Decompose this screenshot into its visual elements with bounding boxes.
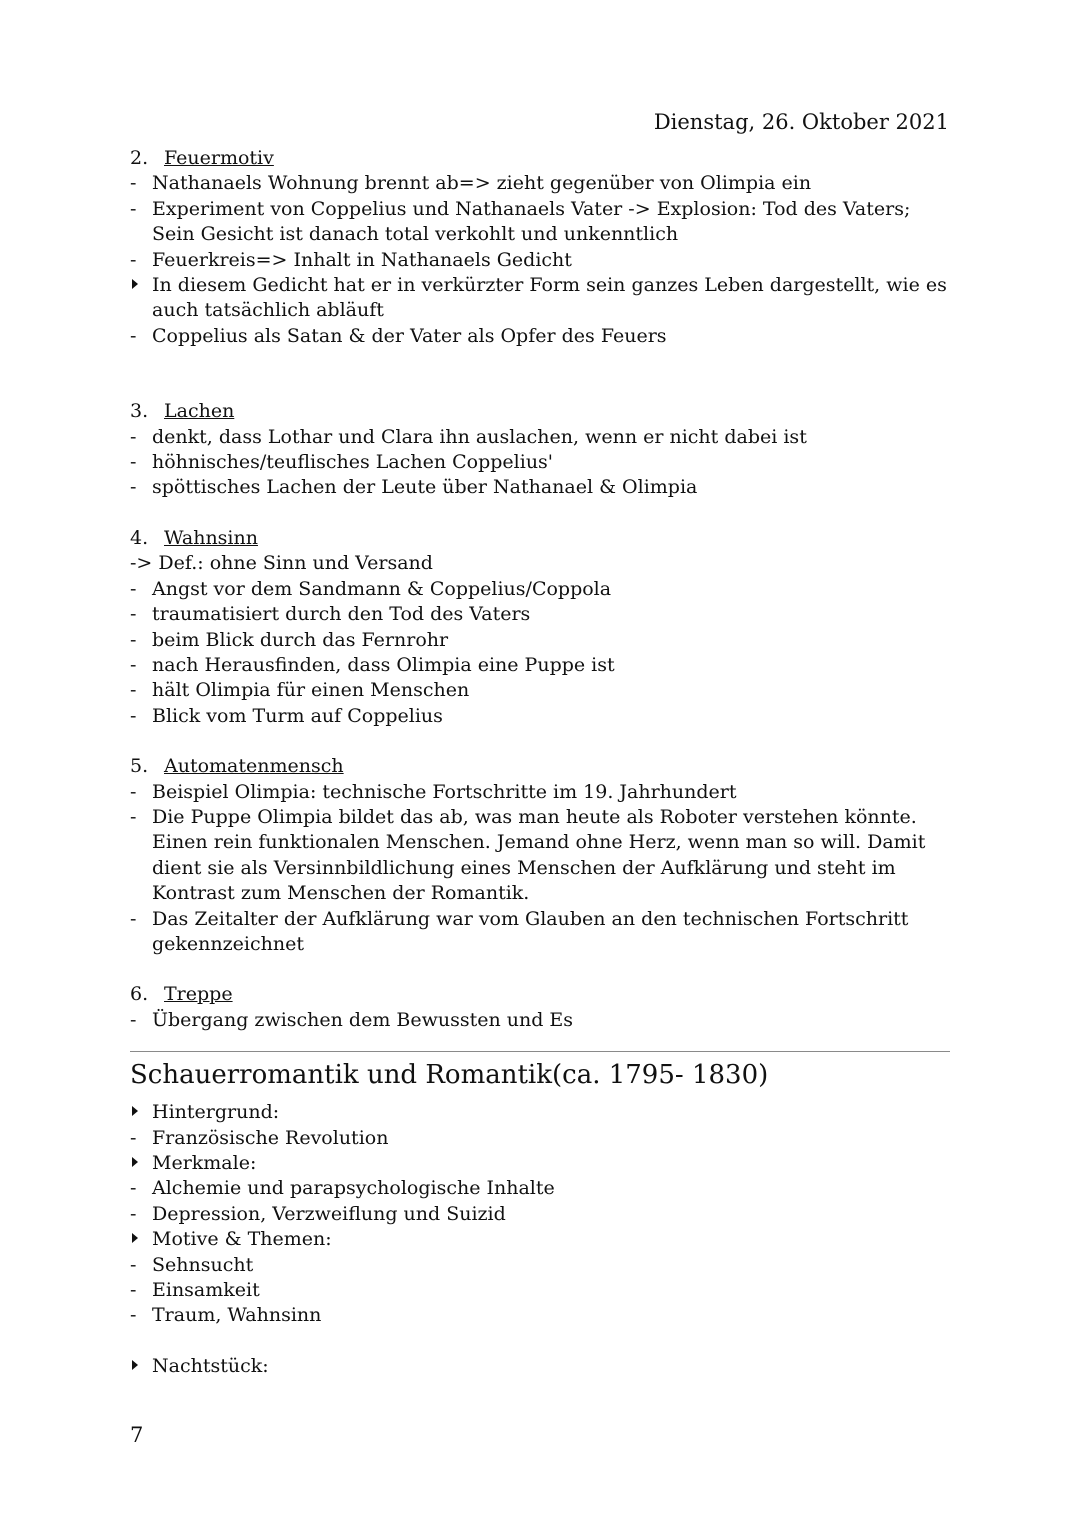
list-item: - nach Herausfinden, dass Olimpia eine Puppe ist bbox=[130, 653, 950, 678]
list-item: - Französische Revolution bbox=[130, 1126, 950, 1151]
section-title: Treppe bbox=[164, 983, 233, 1006]
list-item: - hält Olimpia für einen Menschen bbox=[130, 678, 950, 703]
dash-bullet bbox=[130, 425, 136, 450]
horizontal-divider bbox=[130, 1051, 950, 1052]
section-heading-automatenmensch bbox=[130, 754, 950, 779]
list-item: - Depression, Verzweiflung und Suizid bbox=[130, 1202, 950, 1227]
section-heading-lachen bbox=[130, 399, 950, 424]
list-item: - traumatisiert durch den Tod des Vaters bbox=[130, 602, 950, 627]
section-title: Automatenmensch bbox=[164, 755, 344, 778]
dash-bullet bbox=[130, 324, 136, 349]
romantik-heading: Schauerromantik und Romantik(ca. 1795- 1830) bbox=[130, 1060, 769, 1091]
list-item: - denkt, dass Lothar und Clara ihn auslachen, wenn er nicht dabei ist bbox=[130, 425, 950, 450]
dash-bullet bbox=[130, 907, 136, 932]
document-body bbox=[130, 146, 950, 1379]
dash-bullet bbox=[130, 780, 136, 805]
dash-bullet bbox=[130, 577, 136, 602]
dash-bullet bbox=[130, 248, 136, 273]
dash-bullet bbox=[130, 1126, 136, 1151]
list-item: - Coppelius als Satan & der Vater als Opfer des Feuers bbox=[130, 324, 950, 349]
list-item: Hintergrund: bbox=[130, 1100, 950, 1125]
list-item: - spöttisches Lachen der Leute über Nathanael & Olimpia bbox=[130, 475, 950, 500]
dash-bullet bbox=[130, 602, 136, 627]
section-number: 5. bbox=[130, 755, 149, 778]
list-item: - Feuerkreis=> Inhalt in Nathanaels Gedicht bbox=[130, 248, 950, 273]
section-title: Wahnsinn bbox=[164, 526, 258, 549]
list-item: - Einsamkeit bbox=[130, 1278, 950, 1303]
list-item: - Übergang zwischen dem Bewussten und Es bbox=[130, 1008, 950, 1033]
list-item: - Experiment von Coppelius und Nathanaels Vater -> Explosion: Tod des Vaters; Sein Gesicht ist danach total verkohlt und unkenntlich bbox=[130, 197, 950, 248]
dash-bullet bbox=[130, 450, 136, 475]
triangle-bullet-icon bbox=[132, 1106, 138, 1116]
list-item: Nachtstück: bbox=[130, 1354, 950, 1379]
dash-bullet bbox=[130, 653, 136, 678]
list-item: Merkmale: bbox=[130, 1151, 950, 1176]
list-item: - beim Blick durch das Fernrohr bbox=[130, 628, 950, 653]
definition-line: -> Def.: ohne Sinn und Versand bbox=[130, 552, 433, 575]
section-title: Feuermotiv bbox=[164, 147, 274, 169]
triangle-bullet-icon bbox=[132, 1157, 138, 1167]
section-heading-feuermotiv bbox=[130, 146, 950, 171]
dash-bullet bbox=[130, 1202, 136, 1227]
page-date: Dienstag, 26. Oktober 2021 bbox=[653, 110, 949, 134]
page-number: 7 bbox=[130, 1423, 144, 1447]
dash-bullet bbox=[130, 475, 136, 500]
triangle-bullet-icon bbox=[132, 1360, 138, 1370]
list-item: - Nathanaels Wohnung brennt ab=> zieht gegenüber von Olimpia ein bbox=[130, 171, 950, 196]
section-number: 4. bbox=[130, 526, 149, 549]
dash-bullet bbox=[130, 678, 136, 703]
dash-bullet bbox=[130, 1008, 136, 1033]
section-heading-wahnsinn bbox=[130, 526, 950, 551]
dash-bullet bbox=[130, 628, 136, 653]
dash-bullet bbox=[130, 197, 136, 222]
list-item: - Angst vor dem Sandmann & Coppelius/Coppola bbox=[130, 577, 950, 602]
list-item: - Das Zeitalter der Aufklärung war vom Glauben an den technischen Fortschritt gekennzeichnet bbox=[130, 907, 950, 958]
triangle-bullet-icon bbox=[132, 279, 138, 289]
list-item: - Die Puppe Olimpia bildet das ab, was man heute als Roboter verstehen könnte. Einen rein funktionalen Menschen. Jemand ohne Herz, wenn man so will. Damit dient sie als Versinnbildlichung eines Menschen der Aufklärung und steht im Kontrast zum Menschen der Romantik. bbox=[130, 805, 950, 907]
dash-bullet bbox=[130, 171, 136, 196]
dash-bullet bbox=[130, 1303, 136, 1328]
triangle-bullet-icon bbox=[132, 1233, 138, 1243]
list-item: - Sehnsucht bbox=[130, 1253, 950, 1278]
dash-bullet bbox=[130, 1176, 136, 1201]
list-item: - Alchemie und parapsychologische Inhalte bbox=[130, 1176, 950, 1201]
list-item: - höhnisches/teuflisches Lachen Coppelius' bbox=[130, 450, 950, 475]
dash-bullet bbox=[130, 1278, 136, 1303]
section-number: 3. bbox=[130, 400, 149, 423]
list-item: Motive & Themen: bbox=[130, 1227, 950, 1252]
dash-bullet bbox=[130, 1253, 136, 1278]
list-item: - Traum, Wahnsinn bbox=[130, 1303, 950, 1328]
section-number: 2. bbox=[130, 147, 149, 169]
list-item: In diesem Gedicht hat er in verkürzter Form sein ganzes Leben dargestellt, wie es auch tatsächlich abläuft bbox=[130, 273, 950, 324]
dash-bullet bbox=[130, 805, 136, 830]
section-title: Lachen bbox=[164, 400, 235, 423]
list-item: - Blick vom Turm auf Coppelius bbox=[130, 704, 950, 729]
list-item: - Beispiel Olimpia: technische Fortschritte im 19. Jahrhundert bbox=[130, 780, 950, 805]
dash-bullet bbox=[130, 704, 136, 729]
section-heading-treppe bbox=[130, 982, 950, 1007]
section-number: 6. bbox=[130, 983, 149, 1006]
